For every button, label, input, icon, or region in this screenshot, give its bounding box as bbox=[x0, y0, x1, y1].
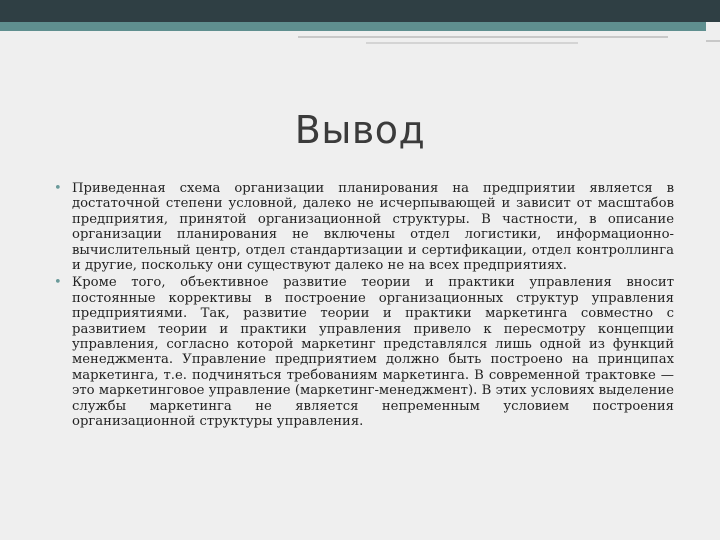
bullet-text: Приведенная схема организации планирования на предприятии является в достаточной степени условной, далеко не исчерпывающей и зависит от масштабов предприятия, принятой организационной структуры. В частности, в описание организации планирования не включены отдел логистики, информационно-вычислительный центр, отдел стандартизации и сертификации, отдел контроллинга и другие, поскольку они существуют далеко не на всех предприятиях. bbox=[72, 181, 674, 274]
bullet-item bbox=[52, 275, 674, 429]
bullet-icon: • bbox=[54, 181, 62, 196]
bullet-text: Кроме того, объективное развитие теории и практики управления вносит постоянные коррективы в построение организационных структур управления предприятиями. Так, развитие теории и практики маркетинга совместно с развитием теории и практики управления привело к пересмотру концепции управления, согласно которой маркетинг представлялся лишь одной из функций менеджмента. Управление предприятием должно быть построено на принципах маркетинга, т.е. подчиняться требованиям маркетинга. В современной трактовке — это маркетинговое управление (маркетинг-менеджмент). В этих условиях выделение службы маркетинга не является непременным условием построения организационной структуры управления. bbox=[72, 275, 674, 430]
slide-title: Вывод bbox=[294, 108, 426, 152]
slide-body bbox=[52, 181, 674, 432]
bullet-item bbox=[52, 181, 674, 273]
decorative-line bbox=[366, 42, 578, 44]
header-accent-bar bbox=[0, 22, 706, 31]
bullet-icon: • bbox=[54, 275, 62, 291]
decorative-line bbox=[706, 40, 720, 42]
decorative-line bbox=[298, 36, 668, 38]
header-bar bbox=[0, 0, 720, 22]
